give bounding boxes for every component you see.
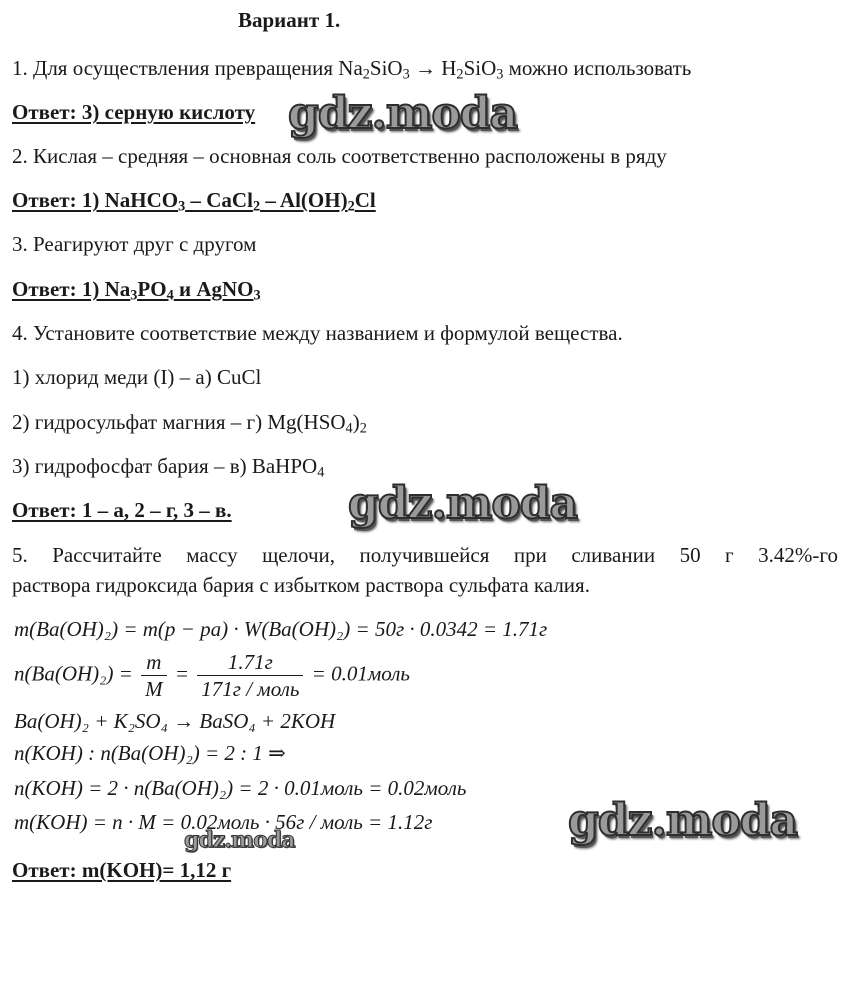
equation-moles-koh: n(KOH) = 2 · n(Ba(OH)₂) = 2 · 0.01моль = 0.02моль — [14, 776, 467, 800]
question-5-line-2: раствора гидроксида бария с избытком раствора сульфата калия. — [12, 573, 590, 597]
equation-ratio: n(KOH) : n(Ba(OH)₂) = 2 : 1 ⇒ — [14, 741, 286, 765]
fraction-values: $\frac{1.71г}{\text{171г / моль}}$ — [197, 650, 303, 701]
equation-mass-baoh2: m(Ba(OH)₂) = m(p − pa) · W(Ba(OH)₂) = 50г · 0.0342 = 1.71г — [14, 617, 548, 641]
answer-1: Ответ: 3) серную кислоту — [12, 100, 256, 124]
question-4: 4. Установите соответствие между названием и формулой вещества. — [12, 321, 623, 345]
q4-item-1: 1) хлорид меди (I) – а) CuCl — [12, 365, 262, 389]
q4-item-2: 2) гидросульфат магния – г) $Mg(HSO_4)_2$ — [12, 410, 367, 437]
answer-2: Ответ: 1) NaHCO$_3$ – CaCl$_2$ – $Al(OH)_2Cl$ — [12, 188, 376, 215]
answer-3: Ответ: 1) $Na_3PO_4$ и AgNO$_3$ — [12, 277, 261, 304]
watermark-logo-3: gdz.moda — [568, 795, 798, 846]
fraction-m-over-M: $\frac{m}{M}$ — [141, 650, 167, 701]
question-5-line-1: 5. Рассчитайте массу щелочи, получившейся при сливании 50 г 3.42%-го — [12, 543, 838, 567]
equation-reaction: Ba(OH)₂ + K₂SO₄ → BaSO₄ + 2KOH — [14, 709, 336, 733]
question-1: 1. Для осуществления превращения $Na_2SiO_3 \to H_2SiO_3$ можно использовать — [12, 56, 692, 83]
answer-4: Ответ: 1 – а, 2 – г, 3 – в. — [12, 498, 232, 522]
answer-5: Ответ: m(KOH)= 1,12 г — [12, 858, 232, 882]
variant-title: Вариант 1. — [238, 8, 341, 32]
watermark-logo-1: gdz.moda — [288, 88, 518, 139]
q4-item-3: 3) гидрофосфат бария – в) BaHPO$_4$ — [12, 454, 325, 481]
question-2: 2. Кислая – средняя – основная соль соответственно расположены в ряду — [12, 144, 667, 168]
question-3: 3. Реагируют друг с другом — [12, 232, 257, 256]
equation-mass-koh: m(KOH) = n · M = 0.02моль · 56г / моль = 1.12г — [14, 810, 433, 834]
watermark-logo-4: gdz.moda — [184, 827, 295, 853]
watermark-logo-2: gdz.moda — [348, 478, 578, 529]
equation-moles-baoh2: n(Ba(OH)₂) = $\frac{m}{M}$ = $\frac{1.71г}{\text{171г / моль}}$ = 0.01моль — [14, 650, 410, 701]
